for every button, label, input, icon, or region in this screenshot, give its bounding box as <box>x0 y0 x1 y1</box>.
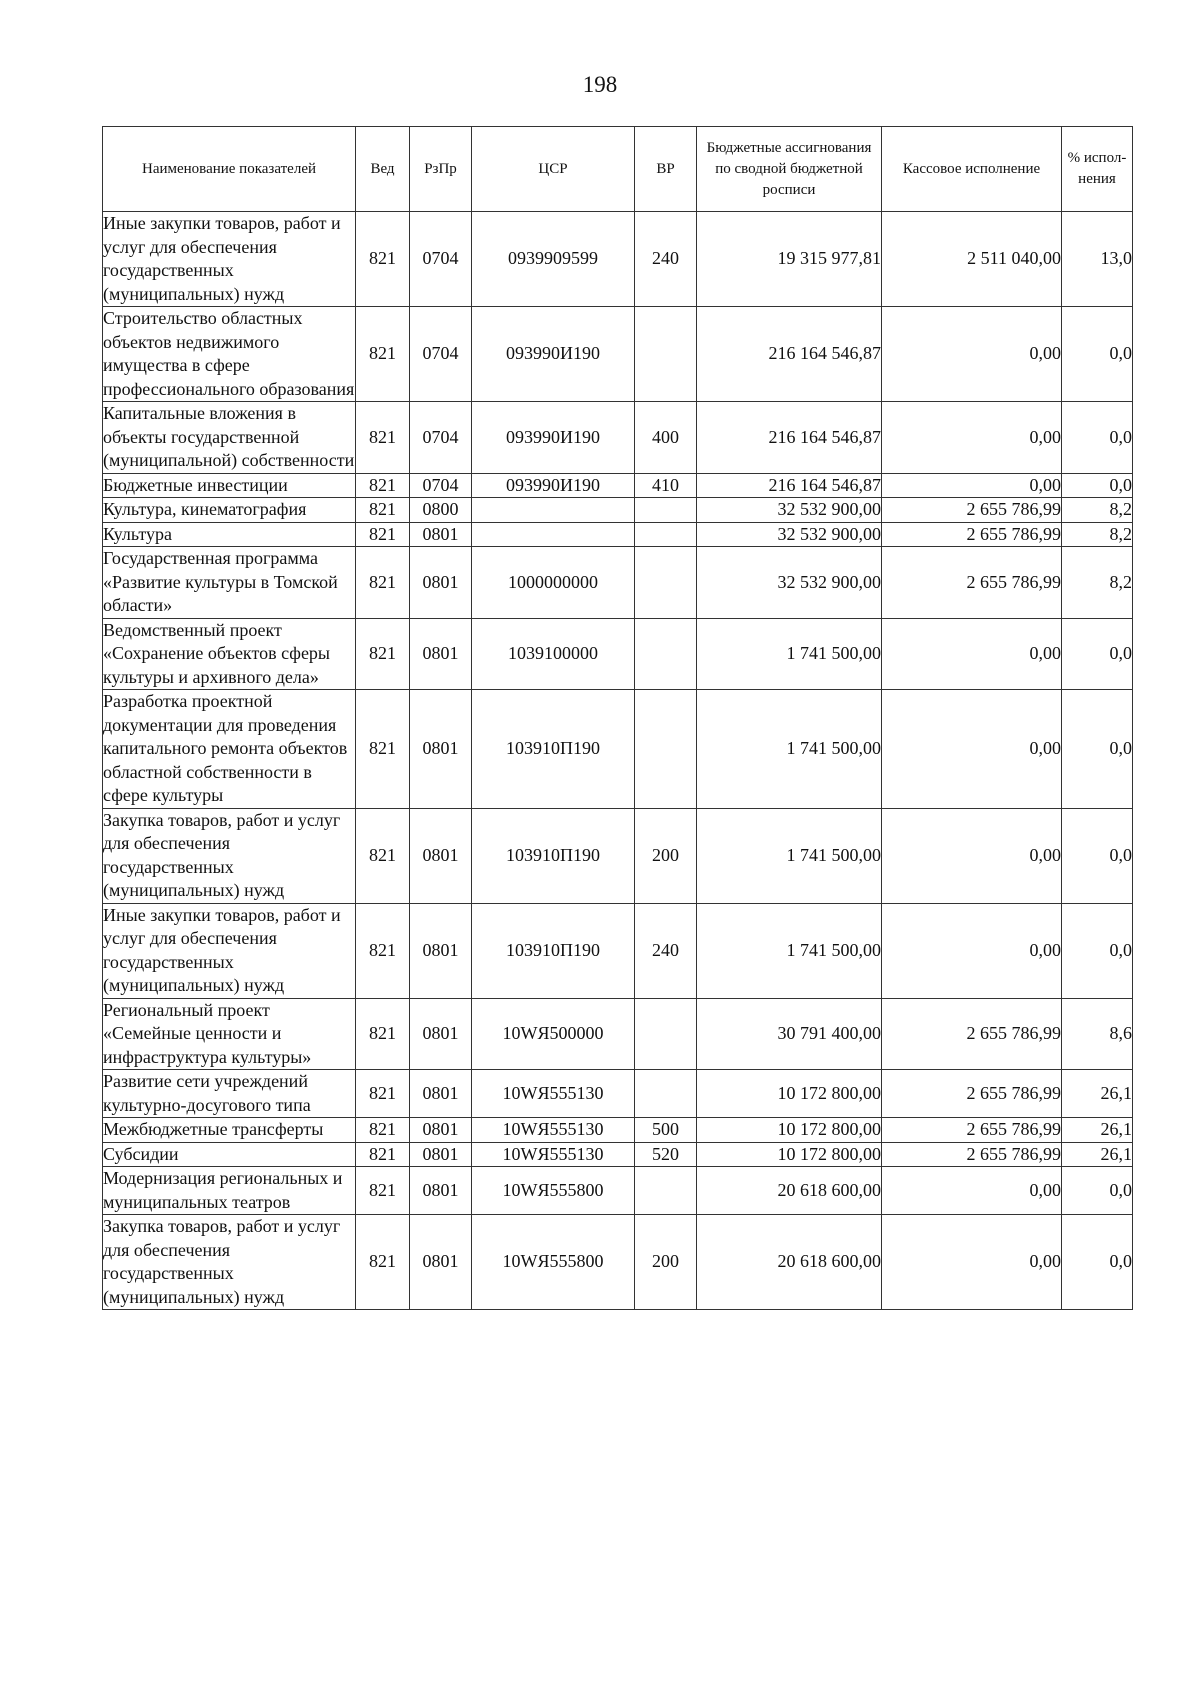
header-csr: ЦСР <box>472 127 635 212</box>
row-name: Государственная программа «Развитие культуры в Томской области» <box>103 547 356 619</box>
row-csr: 093990И190 <box>472 307 635 402</box>
row-cash: 0,00 <box>882 307 1062 402</box>
table-row <box>103 522 1133 547</box>
header-cash-execution: Кассовое исполнение <box>882 127 1062 212</box>
row-ved: 821 <box>356 903 410 998</box>
row-assignment: 10 172 800,00 <box>697 1070 882 1118</box>
row-cash: 2 655 786,99 <box>882 1118 1062 1143</box>
row-cash: 2 655 786,99 <box>882 498 1062 523</box>
row-cash: 2 655 786,99 <box>882 547 1062 619</box>
page-number: 198 <box>582 72 618 97</box>
table-row <box>103 498 1133 523</box>
row-assignment: 32 532 900,00 <box>697 547 882 619</box>
row-assignment: 32 532 900,00 <box>697 522 882 547</box>
header-rzpr: РзПр <box>410 127 472 212</box>
row-cash: 2 655 786,99 <box>882 998 1062 1070</box>
row-vr <box>635 522 697 547</box>
table-row <box>103 1167 1133 1215</box>
row-name: Культура <box>103 522 356 547</box>
row-percent: 26,1 <box>1062 1118 1133 1143</box>
budget-table <box>102 126 1133 1310</box>
row-assignment: 19 315 977,81 <box>697 212 882 307</box>
row-cash: 2 655 786,99 <box>882 1070 1062 1118</box>
row-vr <box>635 498 697 523</box>
row-rzpr: 0801 <box>410 808 472 903</box>
row-name: Разработка проектной документации для проведения капитального ремонта объектов областной собственности в сфере культуры <box>103 690 356 809</box>
row-assignment: 216 164 546,87 <box>697 473 882 498</box>
row-csr: 103910П190 <box>472 903 635 998</box>
row-vr <box>635 618 697 690</box>
row-vr <box>635 1167 697 1215</box>
row-assignment: 10 172 800,00 <box>697 1142 882 1167</box>
row-vr: 520 <box>635 1142 697 1167</box>
row-csr: 10WЯ555800 <box>472 1215 635 1310</box>
row-percent: 8,2 <box>1062 522 1133 547</box>
row-assignment: 10 172 800,00 <box>697 1118 882 1143</box>
row-rzpr: 0801 <box>410 690 472 809</box>
table-row <box>103 1070 1133 1118</box>
table-row <box>103 1142 1133 1167</box>
row-csr: 103910П190 <box>472 808 635 903</box>
row-ved: 821 <box>356 498 410 523</box>
row-rzpr: 0704 <box>410 307 472 402</box>
row-ved: 821 <box>356 998 410 1070</box>
row-name: Развитие сети учреждений культурно-досугового типа <box>103 1070 356 1118</box>
header-vr: ВР <box>635 127 697 212</box>
row-name: Иные закупки товаров, работ и услуг для обеспечения государственных (муниципальных) нужд <box>103 212 356 307</box>
row-percent: 0,0 <box>1062 690 1133 809</box>
header-ved: Вед <box>356 127 410 212</box>
row-ved: 821 <box>356 307 410 402</box>
row-name: Закупка товаров, работ и услуг для обеспечения государственных (муниципальных) нужд <box>103 808 356 903</box>
row-vr: 240 <box>635 212 697 307</box>
row-percent: 13,0 <box>1062 212 1133 307</box>
row-cash: 0,00 <box>882 618 1062 690</box>
row-rzpr: 0801 <box>410 903 472 998</box>
row-ved: 821 <box>356 690 410 809</box>
row-rzpr: 0801 <box>410 618 472 690</box>
row-csr: 093990И190 <box>472 473 635 498</box>
row-percent: 0,0 <box>1062 618 1133 690</box>
row-percent: 8,2 <box>1062 498 1133 523</box>
table-row <box>103 1118 1133 1143</box>
row-cash: 0,00 <box>882 1167 1062 1215</box>
row-name: Региональный проект «Семейные ценности и инфраструктура культуры» <box>103 998 356 1070</box>
row-ved: 821 <box>356 522 410 547</box>
row-vr <box>635 998 697 1070</box>
row-cash: 0,00 <box>882 690 1062 809</box>
row-rzpr: 0801 <box>410 1167 472 1215</box>
table-row <box>103 618 1133 690</box>
row-percent: 0,0 <box>1062 903 1133 998</box>
row-vr: 400 <box>635 402 697 474</box>
row-csr: 10WЯ555130 <box>472 1118 635 1143</box>
row-assignment: 216 164 546,87 <box>697 307 882 402</box>
row-percent: 26,1 <box>1062 1142 1133 1167</box>
row-name: Культура, кинематография <box>103 498 356 523</box>
table-row <box>103 690 1133 809</box>
row-cash: 0,00 <box>882 808 1062 903</box>
row-rzpr: 0801 <box>410 1215 472 1310</box>
header-assignments: Бюджетные ассигнования по сводной бюджетной росписи <box>697 127 882 212</box>
row-percent: 0,0 <box>1062 1215 1133 1310</box>
row-ved: 821 <box>356 1167 410 1215</box>
row-cash: 2 511 040,00 <box>882 212 1062 307</box>
row-assignment: 1 741 500,00 <box>697 903 882 998</box>
table-row <box>103 808 1133 903</box>
table-header-row <box>103 127 1133 212</box>
row-rzpr: 0801 <box>410 998 472 1070</box>
table-row <box>103 547 1133 619</box>
row-assignment: 1 741 500,00 <box>697 690 882 809</box>
row-percent: 8,2 <box>1062 547 1133 619</box>
row-percent: 0,0 <box>1062 473 1133 498</box>
row-name: Субсидии <box>103 1142 356 1167</box>
table-body <box>103 212 1133 1310</box>
row-csr: 10WЯ555130 <box>472 1142 635 1167</box>
row-csr: 093990И190 <box>472 402 635 474</box>
header-percent: % испол-нения <box>1062 127 1133 212</box>
table-row <box>103 473 1133 498</box>
row-assignment: 32 532 900,00 <box>697 498 882 523</box>
row-csr <box>472 498 635 523</box>
row-csr <box>472 522 635 547</box>
row-ved: 821 <box>356 547 410 619</box>
row-percent: 26,1 <box>1062 1070 1133 1118</box>
row-vr <box>635 1070 697 1118</box>
header-name: Наименование показателей <box>103 127 356 212</box>
row-rzpr: 0704 <box>410 212 472 307</box>
row-ved: 821 <box>356 618 410 690</box>
row-cash: 2 655 786,99 <box>882 522 1062 547</box>
row-csr: 0939909599 <box>472 212 635 307</box>
row-percent: 0,0 <box>1062 808 1133 903</box>
row-assignment: 1 741 500,00 <box>697 618 882 690</box>
row-csr: 1000000000 <box>472 547 635 619</box>
row-name: Ведомственный проект «Сохранение объектов сферы культуры и архивного дела» <box>103 618 356 690</box>
table-row <box>103 402 1133 474</box>
row-cash: 0,00 <box>882 473 1062 498</box>
row-rzpr: 0800 <box>410 498 472 523</box>
row-name: Капитальные вложения в объекты государственной (муниципальной) собственности <box>103 402 356 474</box>
row-cash: 0,00 <box>882 1215 1062 1310</box>
row-cash: 0,00 <box>882 903 1062 998</box>
row-name: Строительство областных объектов недвижимого имущества в сфере профессионального образования <box>103 307 356 402</box>
row-vr <box>635 307 697 402</box>
row-name: Бюджетные инвестиции <box>103 473 356 498</box>
row-vr: 500 <box>635 1118 697 1143</box>
row-cash: 0,00 <box>882 402 1062 474</box>
row-vr <box>635 547 697 619</box>
table-row <box>103 212 1133 307</box>
row-rzpr: 0801 <box>410 1118 472 1143</box>
row-percent: 0,0 <box>1062 402 1133 474</box>
row-ved: 821 <box>356 808 410 903</box>
row-ved: 821 <box>356 1142 410 1167</box>
row-ved: 821 <box>356 402 410 474</box>
row-csr: 10WЯ500000 <box>472 998 635 1070</box>
row-cash: 2 655 786,99 <box>882 1142 1062 1167</box>
row-csr: 10WЯ555130 <box>472 1070 635 1118</box>
row-vr <box>635 690 697 809</box>
row-ved: 821 <box>356 1070 410 1118</box>
row-vr: 240 <box>635 903 697 998</box>
row-rzpr: 0801 <box>410 1142 472 1167</box>
row-name: Модернизация региональных и муниципальных театров <box>103 1167 356 1215</box>
row-csr: 10WЯ555800 <box>472 1167 635 1215</box>
row-rzpr: 0801 <box>410 547 472 619</box>
row-assignment: 20 618 600,00 <box>697 1215 882 1310</box>
row-percent: 0,0 <box>1062 307 1133 402</box>
row-assignment: 20 618 600,00 <box>697 1167 882 1215</box>
table-row <box>103 998 1133 1070</box>
row-ved: 821 <box>356 212 410 307</box>
row-name: Иные закупки товаров, работ и услуг для обеспечения государственных (муниципальных) нужд <box>103 903 356 998</box>
row-percent: 8,6 <box>1062 998 1133 1070</box>
row-name: Межбюджетные трансферты <box>103 1118 356 1143</box>
row-name: Закупка товаров, работ и услуг для обеспечения государственных (муниципальных) нужд <box>103 1215 356 1310</box>
table-row <box>103 903 1133 998</box>
row-percent: 0,0 <box>1062 1167 1133 1215</box>
row-rzpr: 0801 <box>410 522 472 547</box>
table-row <box>103 1215 1133 1310</box>
row-vr: 200 <box>635 808 697 903</box>
row-assignment: 1 741 500,00 <box>697 808 882 903</box>
row-ved: 821 <box>356 473 410 498</box>
row-ved: 821 <box>356 1118 410 1143</box>
row-csr: 103910П190 <box>472 690 635 809</box>
row-csr: 1039100000 <box>472 618 635 690</box>
row-rzpr: 0704 <box>410 402 472 474</box>
table-row <box>103 307 1133 402</box>
row-rzpr: 0801 <box>410 1070 472 1118</box>
row-assignment: 30 791 400,00 <box>697 998 882 1070</box>
row-assignment: 216 164 546,87 <box>697 402 882 474</box>
row-rzpr: 0704 <box>410 473 472 498</box>
row-vr: 200 <box>635 1215 697 1310</box>
row-ved: 821 <box>356 1215 410 1310</box>
row-vr: 410 <box>635 473 697 498</box>
